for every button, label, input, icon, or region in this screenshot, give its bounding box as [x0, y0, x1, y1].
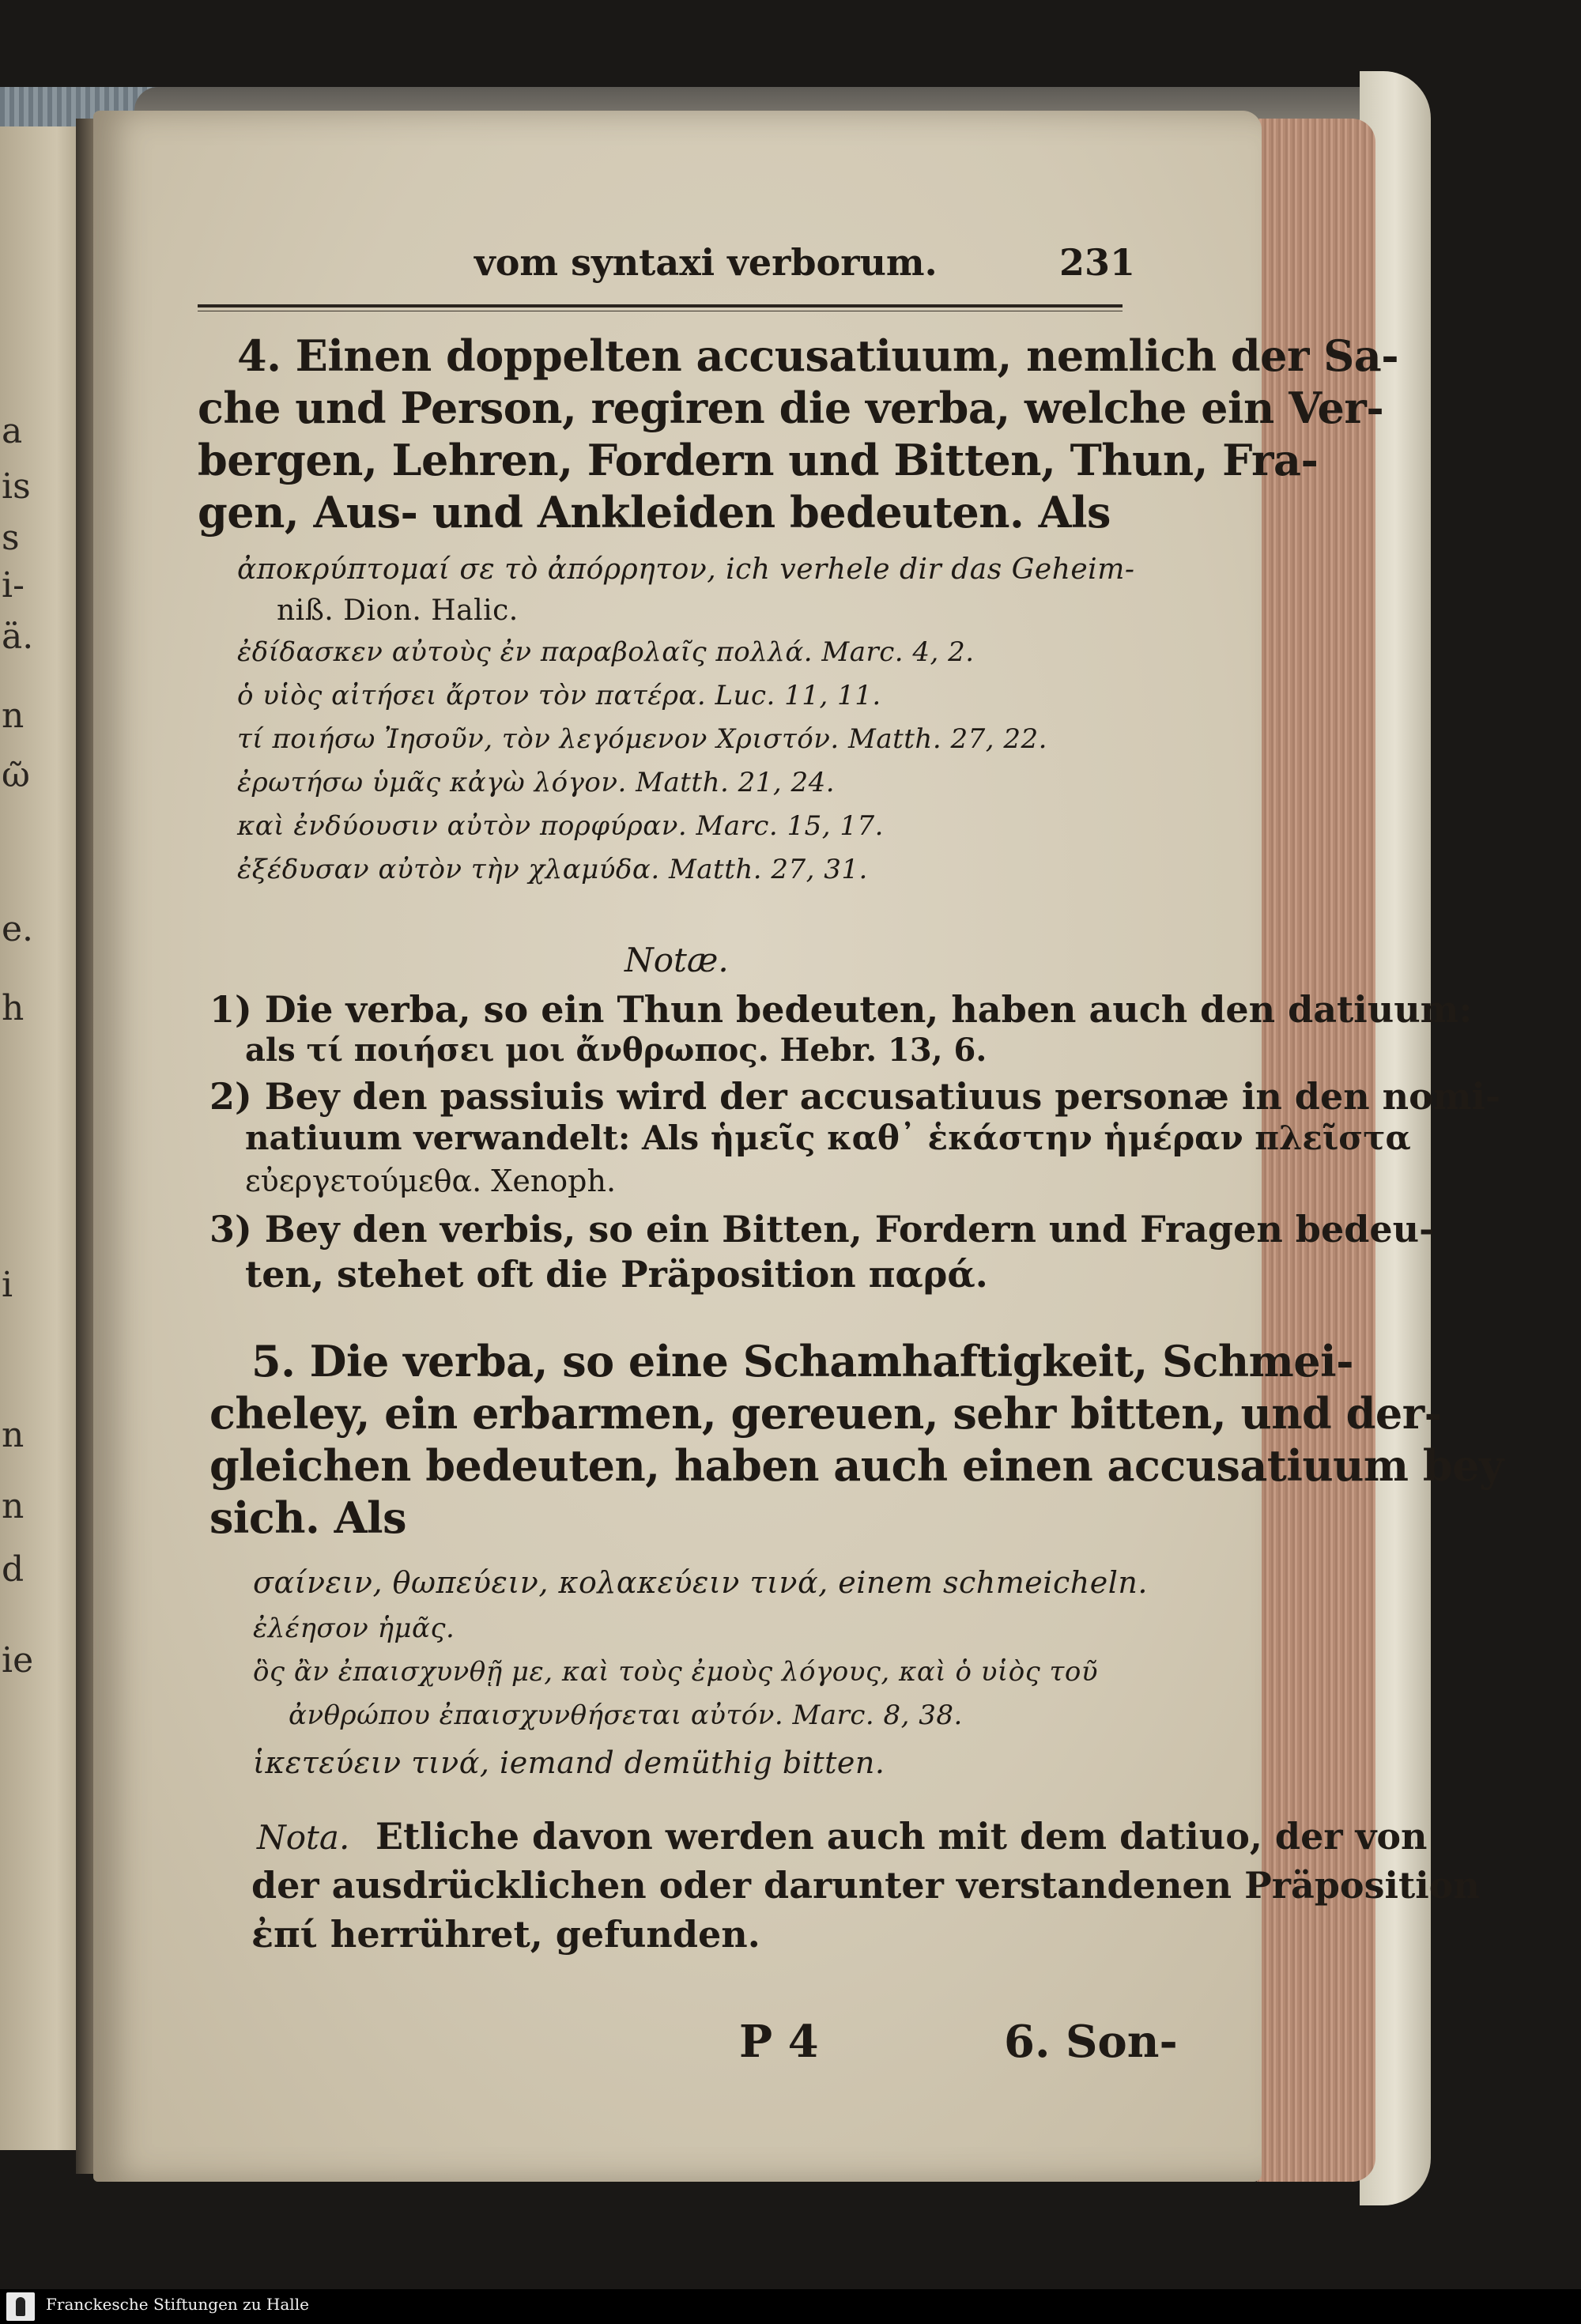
section5-line: 5. Die verba, so eine Schamhaftigkeit, Schmei- — [251, 1336, 1354, 1386]
left-fragment: d — [2, 1549, 25, 1590]
catchword: 6. Son- — [1004, 2016, 1178, 2068]
greek-example: ὁ υἱὸς αἰτήσει ἄρτον τὸν πατέρα. Luc. 11, 11. — [237, 680, 881, 711]
greek-example: ἀνθρώπου ἐπαισχυνθήσεται αὐτόν. Marc. 8, 38. — [289, 1700, 963, 1731]
section4-line: che und Person, regiren die verba, welche ein Ver- — [198, 383, 1384, 433]
nota-label: Nota. — [257, 1818, 350, 1857]
left-fragment: a — [2, 411, 23, 451]
page-number: 231 — [1059, 241, 1136, 284]
left-fragment: e. — [2, 909, 34, 949]
left-fragment: n — [2, 1486, 25, 1526]
note-line: natiuum verwandelt: Als ἡμεῖς καθ᾽ ἑκάστην ἡμέραν πλεῖστα — [245, 1119, 1411, 1157]
left-fragment: s — [2, 518, 20, 558]
left-fragment: n — [2, 696, 25, 736]
left-fragment: is — [2, 466, 31, 507]
note-line: 2) Bey den passiuis wird der accusatiuus personæ in den nomi- — [209, 1075, 1501, 1118]
left-fragment: ῶ — [2, 755, 30, 795]
greek-example: ἐλέησον ἡμᾶς. — [253, 1613, 455, 1644]
greek-example: καὶ ἐνδύουσιν αὐτὸν πορφύραν. Marc. 15, 17. — [237, 810, 884, 842]
header-rule — [198, 304, 1123, 307]
greek-example: niß. Dion. Halic. — [277, 594, 519, 627]
note-line: εὐεργετούμεθα. Xenoph. — [245, 1164, 617, 1198]
running-title: vom syntaxi verborum. — [474, 241, 938, 284]
nota-line: ἐπί herrühret, gefunden. — [251, 1913, 760, 1956]
nota-line: der ausdrücklichen oder darunter verstandenen Präposition — [251, 1864, 1480, 1907]
notae-heading: Notæ. — [624, 941, 729, 979]
signature-mark: P 4 — [739, 2016, 819, 2068]
section4-line: bergen, Lehren, Fordern und Bitten, Thun, Fra- — [198, 435, 1319, 485]
greek-example: ὃς ἂν ἐπαισχυνθῇ με, καὶ τοὺς ἐμοὺς λόγους, καὶ ὁ υἱὸς τοῦ — [253, 1656, 1098, 1688]
note-line: ten, stehet oft die Präposition παρά. — [245, 1253, 988, 1296]
greek-example: ἱκετεύειν τινά, iemand demüthig bitten. — [253, 1745, 885, 1780]
library-logo-icon — [6, 2292, 35, 2321]
left-fragment: i — [2, 1265, 13, 1305]
greek-example: σαίνειν, θωπεύειν, κολακεύειν τινά, einem schmeicheln. — [253, 1565, 1148, 1600]
section5-line: cheley, ein erbarmen, gereuen, sehr bitten, und der- — [209, 1388, 1442, 1439]
section5-line: sich. Als — [209, 1492, 406, 1543]
note-line: 3) Bey den verbis, so ein Bitten, Fordern und Fragen bedeu- — [209, 1208, 1435, 1251]
section5-line: gleichen bedeuten, haben auch einen accusatiuum bey — [209, 1440, 1504, 1491]
library-name: Franckesche Stiftungen zu Halle — [46, 2295, 309, 2314]
left-fragment: ie — [2, 1640, 34, 1681]
section4-line: 4. Einen doppelten accusatiuum, nemlich der Sa- — [237, 330, 1399, 381]
section4-line: gen, Aus- und Ankleiden bedeuten. Als — [198, 487, 1111, 538]
left-fragment: i- — [2, 565, 25, 606]
note-line: 1) Die verba, so ein Thun bedeuten, haben auch den datiuum: — [209, 988, 1473, 1031]
greek-example: ἀποκρύπτομαί σε τὸ ἀπόρρητον, ich verhele dir das Geheim- — [237, 553, 1135, 586]
greek-example: ἐξέδυσαν αὐτὸν τὴν χλαμύδα. Matth. 27, 31. — [237, 854, 868, 885]
nota-line: Etliche davon werden auch mit dem datiuo, der von — [375, 1815, 1428, 1858]
note-line: als τί ποιήσει μοι ἄνθρωπος. Hebr. 13, 6. — [245, 1032, 987, 1069]
left-fragment: ä. — [2, 617, 34, 657]
greek-example: τί ποιήσω Ἰησοῦν, τὸν λεγόμενον Χριστόν. Matth. 27, 22. — [237, 723, 1047, 755]
greek-example: ἐρωτήσω ὑμᾶς κἀγὼ λόγον. Matth. 21, 24. — [237, 767, 836, 798]
greek-example: ἐδίδασκεν αὐτοὺς ἐν παραβολαῖς πολλά. Marc. 4, 2. — [237, 636, 975, 668]
left-fragment: n — [2, 1415, 25, 1455]
left-fragment: h — [2, 988, 25, 1028]
